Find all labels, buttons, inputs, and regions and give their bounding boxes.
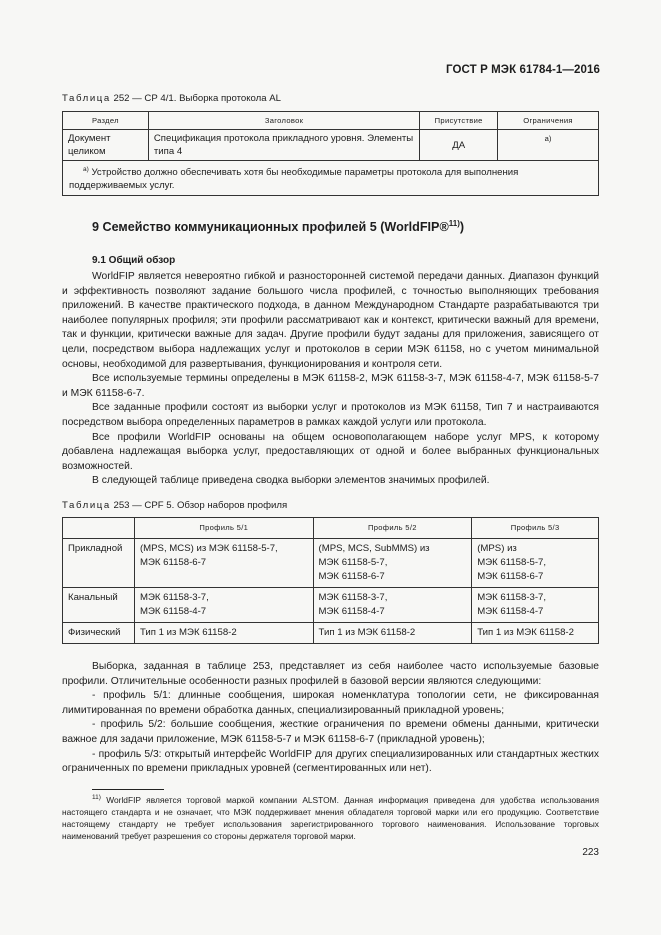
table-note <box>63 161 599 196</box>
cell-profile-5-3: Тип 1 из МЭК 61158-2 <box>472 623 599 644</box>
cell-profile-5-1: Тип 1 из МЭК 61158-2 <box>134 623 313 644</box>
table-253-caption <box>62 500 287 511</box>
paragraph: WorldFIP является невероятно гибкой и разносторонней системой передачи данных. Диапазон функций и эффективность позволяют задание большого числа профилей, с точностью выполняющих требования приложений. В качестве практического подхода, в данном Международном Стандарте разрабатываются три наиболее популярных профиля; эти профили рассматривают как и контекст, критически важный для времени, так и функции, критически важные для задач. Другие профили будут заданы для приложения, зависящего от цели, посредством выбора надлежащих услуг и протоколов в серии МЭК 61158, но с учетом минимальной основы, необходимой для развертывания, функционирования и контроля сети. <box>62 271 599 370</box>
list-item: - профиль 5/2: большие сообщения, жесткие ограничения по времени обмены данными, критически важное для задачи приложение, МЭК 61158-5-7 и МЭК 61158-6-7 (прикладной уровень); <box>62 719 599 745</box>
cell-profile-5-2: (MPS, MCS, SubMMS) из МЭК 61158-5-7, МЭК 61158-6-7 <box>313 539 472 588</box>
note-text: Устройство должно обеспечивать хотя бы необходимые параметры протокола для выполнения поддерживаемых услуг. <box>69 167 519 192</box>
body-text <box>62 270 599 489</box>
footnote <box>62 792 599 842</box>
col-header-profile-5-1: Профиль 5/1 <box>134 518 313 539</box>
note-marker: a) <box>83 166 89 173</box>
table-row <box>63 623 599 644</box>
table-row <box>63 588 599 623</box>
table-253 <box>62 517 599 644</box>
col-header-profile-5-3: Профиль 5/3 <box>472 518 599 539</box>
cell-title: Спецификация протокола прикладного уровня. Элементы типа 4 <box>148 130 419 161</box>
paragraph: Выборка, заданная в таблице 253, представляет из себя наиболее часто используемые базовые профили. Отличительные особенности разных профилей в базовой версии являются следующими: <box>62 661 599 687</box>
list-item: - профиль 5/3: открытый интерфейс WorldFIP для других специализированных или стандартных жестких ограниченных по времени прикладных уровней (сегментированных или нет). <box>62 748 599 775</box>
caption-label: Таблица <box>62 500 111 511</box>
document-header: ГОСТ Р МЭК 61784-1—2016 <box>446 64 600 76</box>
caption-text: 253 — CPF 5. Обзор наборов профиля <box>113 500 288 511</box>
cell-profile-5-2: Тип 1 из МЭК 61158-2 <box>313 623 472 644</box>
paragraph: Все заданные профили состоят из выборки услуг и протоколов из МЭК 61158, Тип 7 и настраиваются посредством выбора определенных параметров в рамках каждой услуги или протокола. <box>62 402 599 428</box>
cell-profile-5-2: МЭК 61158-3-7, МЭК 61158-4-7 <box>313 588 472 623</box>
table-row <box>63 130 599 161</box>
caption-text: 252 — СР 4/1. Выборка протокола AL <box>113 93 282 104</box>
caption-label: Таблица <box>62 93 111 104</box>
col-header-layer <box>63 518 135 539</box>
table-252 <box>62 111 599 196</box>
col-header-constraints: Ограничения <box>498 112 599 130</box>
cell-profile-5-1: (MPS, MCS) из МЭК 61158-5-7, МЭК 61158-6-7 <box>134 539 313 588</box>
cell-constraints: a) <box>498 130 599 161</box>
cell-section: Документ целиком <box>63 130 149 161</box>
cell-layer: Физический <box>63 623 135 644</box>
col-header-profile-5-2: Профиль 5/2 <box>313 518 472 539</box>
body-text-after-table <box>62 660 599 777</box>
section-heading-9: 9 Семейство коммуникационных профилей 5 (WorldFIP®$^{11)}$) <box>92 219 465 235</box>
footnote-divider <box>92 789 164 790</box>
cell-presence: ДА <box>420 130 498 161</box>
section-heading-9-1: 9.1 Общий обзор <box>92 255 176 266</box>
table-header-row <box>63 112 599 130</box>
table-note-row <box>63 161 599 196</box>
col-header-title: Заголовок <box>148 112 419 130</box>
footnote-marker: 11) <box>92 794 101 801</box>
table-header-row <box>63 518 599 539</box>
cell-layer: Прикладной <box>63 539 135 588</box>
paragraph: Все профили WorldFIP основаны на общем основополагающем наборе услуг MPS, к которому добавлена надлежащая выборка услуг, предоставляющих от одной и более выбранных функциональных возможностей. <box>62 431 599 472</box>
paragraph: Все используемые термины определены в МЭК 61158-2, МЭК 61158-3-7, МЭК 61158-4-7, МЭК 61158-5-7 и МЭК 61158-6-7. <box>62 373 599 399</box>
cell-profile-5-1: МЭК 61158-3-7, МЭК 61158-4-7 <box>134 588 313 623</box>
page-number: 223 <box>582 847 599 858</box>
table-252-caption <box>62 93 281 104</box>
list-item: - профиль 5/1: длинные сообщения, широкая номенклатура топологии сети, не фиксированная лимитированная по времени обработка данных, специализированный прикладной уровень; <box>62 690 599 716</box>
footnote-text: WorldFIP является торговой маркой компании ALSTOM. Данная информация приведена для удобства использования настоящего стандарта и не означает, что МЭК поддерживает мнения обладателя торговой марки или его продукцию. Соответствие настоящему стандарту не требует использования зарегистрированного торгового наименования. Использование торговых наименований требует разрешения со стороны держателя торговой марки. <box>62 794 599 842</box>
cell-profile-5-3: (MPS) из МЭК 61158-5-7, МЭК 61158-6-7 <box>472 539 599 588</box>
table-row <box>63 539 599 588</box>
col-header-section: Раздел <box>63 112 149 130</box>
cell-layer: Канальный <box>63 588 135 623</box>
cell-profile-5-3: МЭК 61158-3-7, МЭК 61158-4-7 <box>472 588 599 623</box>
paragraph: В следующей таблице приведена сводка выборки элементов значимых профилей. <box>92 475 490 487</box>
col-header-presence: Присутствие <box>420 112 498 130</box>
